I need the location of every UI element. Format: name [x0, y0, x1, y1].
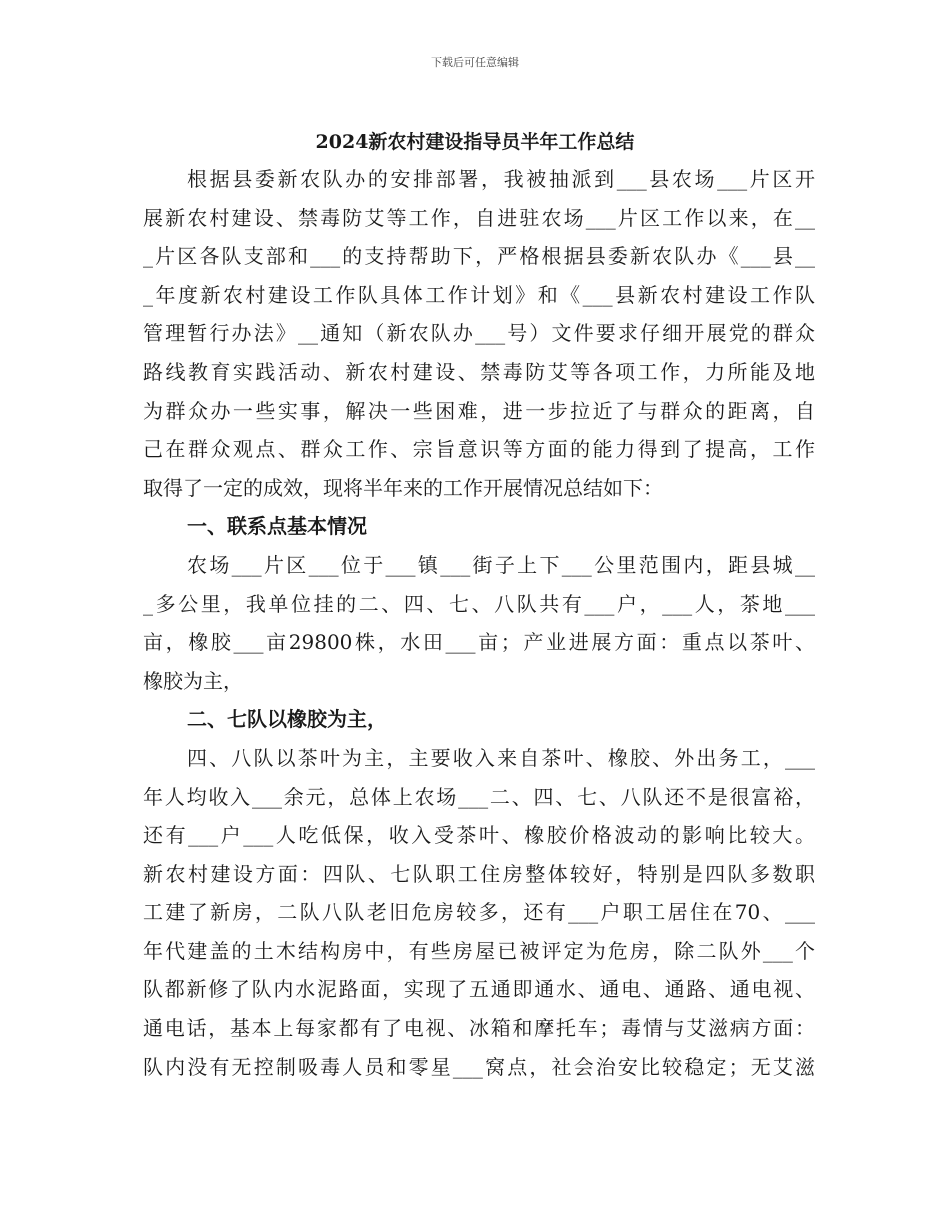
- paragraph-line: 农场___片区___位于___镇___街子上下___公里范围内，距县城__: [187, 552, 815, 577]
- paragraph-line: 还有___户___人吃低保，收入受茶叶、橡胶价格波动的影响比较大。: [143, 823, 815, 848]
- paragraph-line: 新农村建设方面：四队、七队职工住房整体较好，特别是四队多数职: [143, 861, 815, 886]
- section-heading: 一、联系点基本情况: [187, 514, 367, 539]
- paragraph-line: 为群众办一些实事，解决一些困难，进一步拉近了与群众的距离，自: [143, 398, 815, 423]
- document-title: 2024新农村建设指导员半年工作总结: [315, 131, 635, 153]
- page-header-note: 下载后可任意编辑: [431, 56, 519, 69]
- paragraph-line: 管理暂行办法》__通知（新农队办___号）文件要求仔细开展党的群众: [143, 321, 815, 346]
- paragraph-line: 取得了一定的成效，现将半年来的工作开展情况总结如下：: [143, 475, 663, 500]
- paragraph-line: 年代建盖的土木结构房中，有些房屋已被评定为危房，除二队外___个: [143, 938, 815, 963]
- paragraph-line: 路线教育实践活动、新农村建设、禁毒防艾等各项工作，力所能及地: [143, 359, 815, 384]
- paragraph-line: 己在群众观点、群众工作、宗旨意识等方面的能力得到了提高，工作: [143, 437, 815, 462]
- paragraph-line: 展新农村建设、禁毒防艾等工作，自进驻农场___片区工作以来，在__: [143, 205, 815, 230]
- paragraph-line: _片区各队支部和___的支持帮助下，严格根据县委新农队办《___县__: [143, 244, 815, 269]
- paragraph-line: 四、八队以茶叶为主，主要收入来自茶叶、橡胶、外出务工，___: [187, 745, 815, 770]
- paragraph-line: 队都新修了队内水泥路面，实现了五通即通水、通电、通路、通电视、: [143, 977, 815, 1002]
- paragraph-line: 根据县委新农队办的安排部署，我被抽派到___县农场___片区开: [187, 167, 815, 191]
- paragraph-line: _年度新农村建设工作队具体工作计划》和《___县新农村建设工作队: [143, 282, 815, 307]
- paragraph-line: 通电话，基本上每家都有了电视、冰箱和摩托车；毒情与艾滋病方面：: [143, 1016, 815, 1041]
- paragraph-line: 年人均收入___余元，总体上农场___二、四、七、八队还不是很富裕，: [143, 784, 815, 809]
- paragraph-line: _多公里，我单位挂的二、四、七、八队共有___户，___人，茶地___: [143, 591, 815, 616]
- section-heading: 二、七队以橡胶为主，: [187, 707, 387, 732]
- paragraph-line: 亩，橡胶___亩29800株，水田___亩；产业进展方面：重点以茶叶、: [143, 630, 815, 655]
- paragraph-line: 工建了新房，二队八队老旧危房较多，还有___户职工居住在70、___: [143, 900, 815, 925]
- paragraph-line: 橡胶为主，: [143, 668, 243, 693]
- document-body: [143, 160, 815, 1086]
- paragraph-line: 队内没有无控制吸毒人员和零星___窝点，社会治安比较稳定；无艾滋: [143, 1054, 815, 1079]
